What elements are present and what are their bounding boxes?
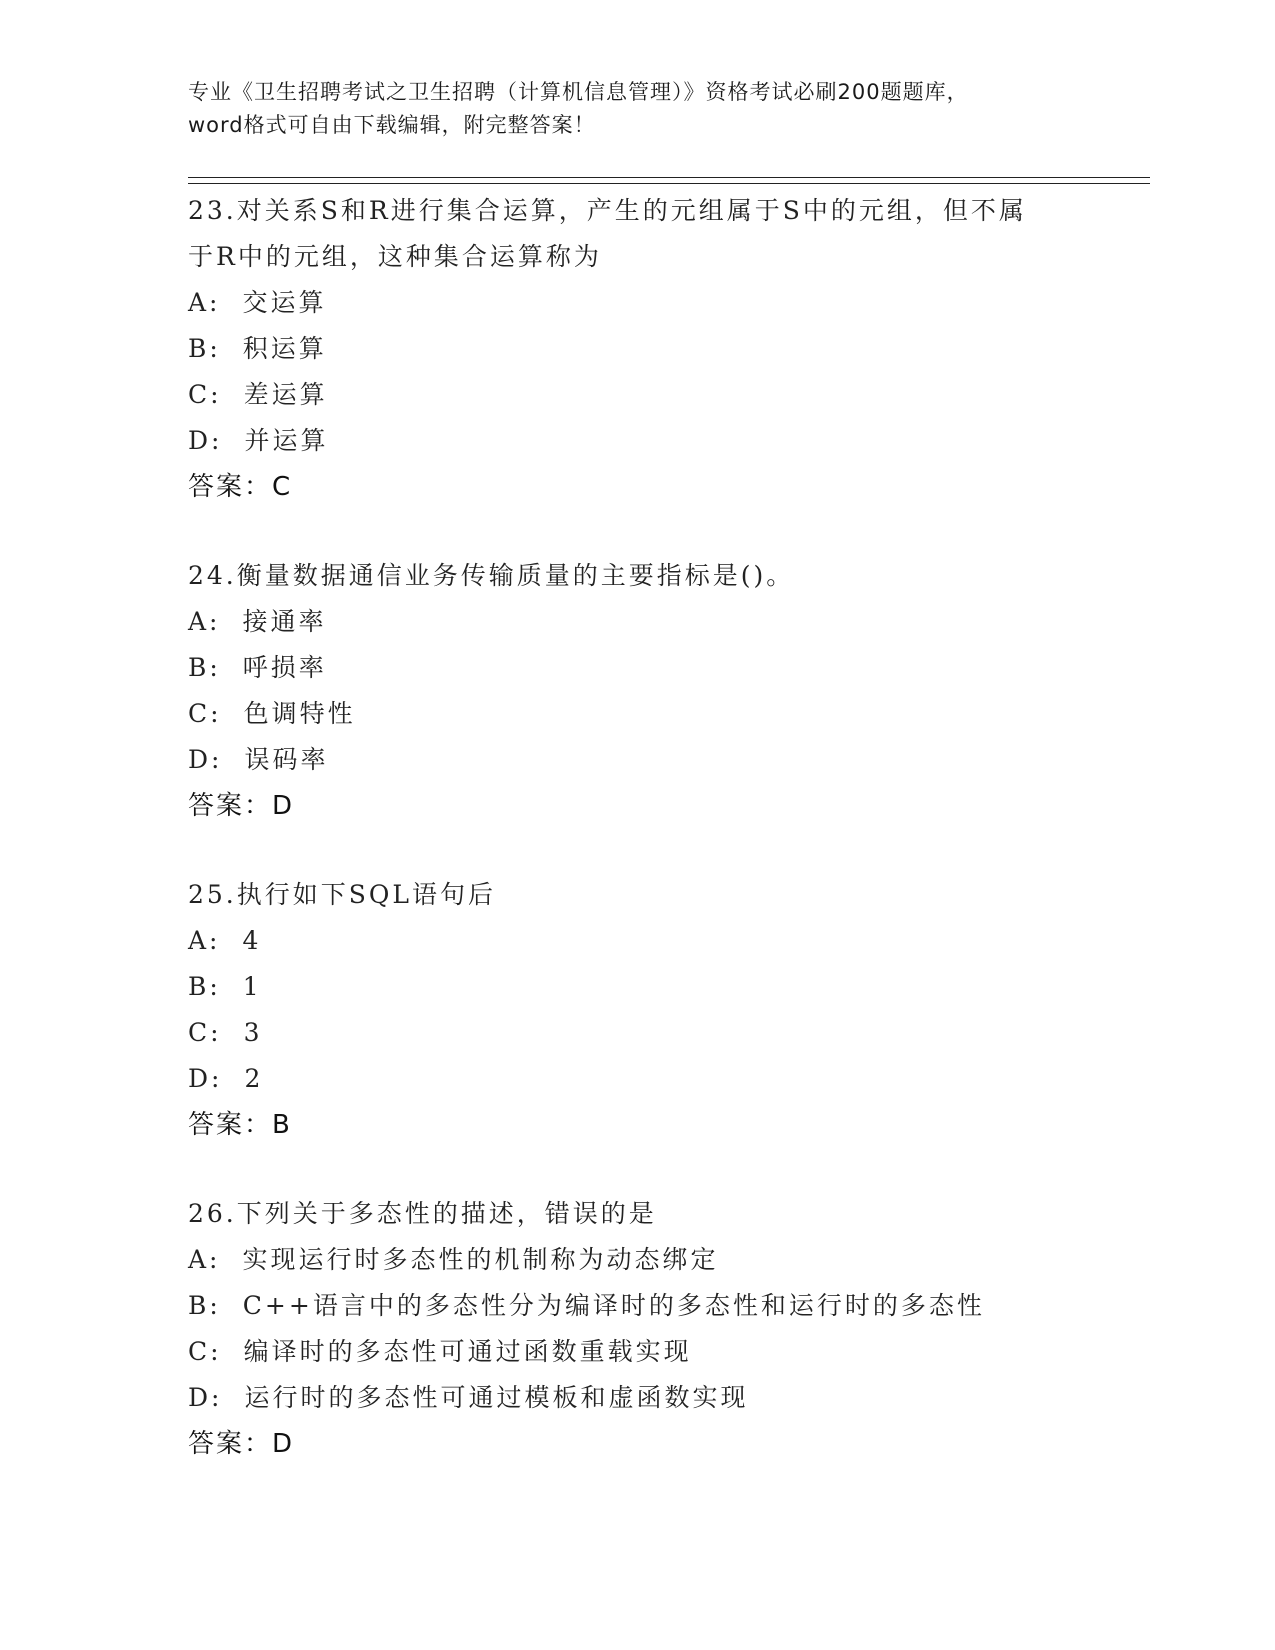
option-a (188, 918, 1088, 964)
option-a (188, 280, 1088, 326)
option-text: 积运算 (242, 334, 327, 363)
option-a (188, 1237, 1088, 1283)
option-letter: C: (188, 1337, 222, 1366)
option-text: 编译时的多态性可通过函数重载实现 (243, 1337, 692, 1366)
option-text: 交运算 (242, 288, 327, 317)
option-letter: D: (188, 1064, 223, 1093)
option-text: 差运算 (243, 380, 328, 409)
option-letter: D: (188, 426, 223, 455)
question-24 (188, 553, 1088, 829)
answer-line: 答案：C (188, 472, 293, 502)
question-text-line-1: 26.下列关于多态性的描述，错误的是 (188, 1199, 657, 1228)
option-letter: A: (188, 288, 221, 317)
option-letter: C: (188, 699, 222, 728)
option-letter: D: (188, 1383, 223, 1412)
question-text-line-2: 于R中的元组，这种集合运算称为 (188, 242, 602, 271)
question-text-line-1: 24.衡量数据通信业务传输质量的主要指标是()。 (188, 561, 795, 590)
option-b (188, 645, 1088, 691)
option-b (188, 326, 1088, 372)
option-text: 色调特性 (243, 699, 356, 728)
option-text: 4 (242, 926, 262, 955)
option-text: 实现运行时多态性的机制称为动态绑定 (242, 1245, 719, 1274)
header-divider-bottom (188, 183, 1150, 184)
answer-line: 答案：D (188, 791, 295, 821)
option-text: C++语言中的多态性分为编译时的多态性和运行时的多态性 (242, 1291, 985, 1320)
option-text: 1 (242, 972, 262, 1001)
header-line-1: 专业《卫生招聘考试之卫生招聘（计算机信息管理）》资格考试必刷200题题库， (188, 80, 969, 104)
option-c (188, 1010, 1088, 1056)
option-letter: B: (188, 334, 221, 363)
question-25 (188, 872, 1088, 1148)
option-c (188, 372, 1088, 418)
option-text: 运行时的多态性可通过模板和虚函数实现 (244, 1383, 749, 1412)
option-b (188, 964, 1088, 1010)
option-d (188, 1056, 1088, 1102)
question-23 (188, 188, 1088, 510)
header-line-2: word格式可自由下载编辑，附完整答案！ (188, 113, 596, 137)
option-letter: B: (188, 972, 221, 1001)
option-text: 误码率 (244, 745, 329, 774)
question-26 (188, 1191, 1088, 1467)
option-text: 呼损率 (242, 653, 327, 682)
option-d (188, 1375, 1088, 1421)
option-text: 接通率 (242, 607, 327, 636)
option-text: 3 (243, 1018, 263, 1047)
option-letter: C: (188, 380, 222, 409)
option-a (188, 599, 1088, 645)
answer-line: 答案：D (188, 1429, 295, 1459)
question-text-line-1: 23.对关系S和R进行集合运算，产生的元组属于S中的元组，但不属 (188, 196, 1027, 225)
option-text: 并运算 (244, 426, 329, 455)
option-letter: A: (188, 926, 221, 955)
question-text-line-1: 25.执行如下SQL语句后 (188, 880, 496, 909)
option-letter: D: (188, 745, 223, 774)
option-letter: B: (188, 653, 221, 682)
option-b (188, 1283, 1088, 1329)
option-letter: A: (188, 1245, 221, 1274)
option-letter: C: (188, 1018, 222, 1047)
document-header (188, 76, 1088, 142)
option-letter: B: (188, 1291, 221, 1320)
option-letter: A: (188, 607, 221, 636)
option-d (188, 418, 1088, 464)
option-d (188, 737, 1088, 783)
option-text: 2 (244, 1064, 264, 1093)
header-divider-top (188, 177, 1150, 178)
option-c (188, 1329, 1088, 1375)
option-c (188, 691, 1088, 737)
answer-line: 答案：B (188, 1110, 292, 1140)
